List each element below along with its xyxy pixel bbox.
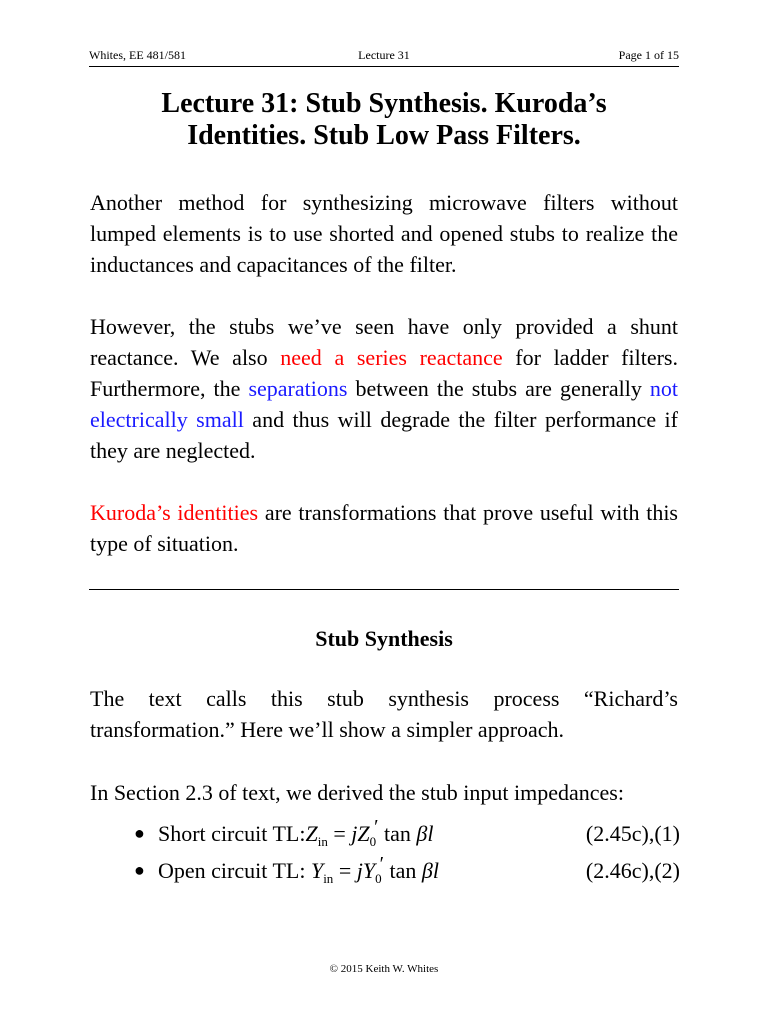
eq-rhs-var: Z	[357, 821, 370, 846]
paragraph-richards: The text calls this stub synthesis process “Richard’s transformation.” Here we’ll show a simpler approach.	[90, 686, 678, 742]
eq-arg: βl	[421, 858, 439, 883]
bullet-icon: ●	[134, 823, 145, 843]
header-rule	[89, 66, 679, 67]
eq-lhs-var: Y	[310, 858, 324, 883]
eq-prime: ′	[374, 816, 379, 838]
equation-number: (2.45c),(1)	[585, 821, 680, 846]
header-page-number: Page 1 of 15	[618, 48, 679, 62]
eq-lhs-var: Z	[305, 821, 318, 846]
eq-lhs-sub: in	[317, 834, 328, 849]
paragraph-intro: Another method for synthesizing microwave filters without lumped elements is to use shorted and opened stubs to realize the inductances and capacitances of the filter.	[90, 190, 678, 277]
eq-lhs-sub: in	[323, 871, 334, 886]
equation-number: (2.46c),(2)	[585, 858, 680, 883]
header-lecture: Lecture 31	[358, 48, 410, 62]
p2-text-4: and thus will degrade the filter performance if they are neglected.	[90, 407, 678, 463]
paragraph-series-reactance	[90, 311, 678, 466]
equation-short-circuit	[158, 818, 433, 849]
bullet-open-circuit	[134, 855, 680, 886]
eq-func: tan	[389, 858, 417, 883]
eq-j: j	[356, 858, 363, 883]
eq-equals: =	[333, 821, 346, 846]
p2-text-2: for ladder filters. Furthermore, the	[90, 345, 678, 401]
bullet-icon: ●	[134, 860, 145, 880]
p2-highlight-series-reactance: need a series reactance	[280, 345, 503, 370]
eq-rhs-sub: 0	[369, 834, 377, 849]
header-course: Whites, EE 481/581	[89, 48, 186, 62]
eq-func: tan	[384, 821, 411, 846]
p2-text-3: between the stubs are generally	[347, 376, 650, 401]
paragraph-kuroda	[90, 497, 678, 559]
title-line-2: Identities. Stub Low Pass Filters.	[187, 120, 581, 151]
bullet-label: Open circuit TL:	[158, 858, 306, 883]
eq-rhs-var: Y	[362, 858, 376, 883]
equation-open-circuit	[158, 855, 439, 886]
eq-equals: =	[338, 858, 352, 883]
paragraph-section-2-3: In Section 2.3 of text, we derived the stub input impedances:	[90, 780, 624, 805]
p2-highlight-not-electrically-small: not electrically small	[90, 376, 678, 432]
page-header	[89, 48, 679, 64]
bullet-label: Short circuit TL:	[158, 821, 306, 846]
p2-text-1: However, the stubs we’ve seen have only provided a shunt reactance. We also	[90, 314, 678, 370]
eq-j: j	[351, 821, 358, 846]
p3-highlight-kuroda: Kuroda’s identities	[90, 500, 259, 525]
eq-rhs-sub: 0	[375, 871, 382, 886]
eq-arg: βl	[416, 821, 434, 846]
page-footer: © 2015 Keith W. Whites	[329, 963, 439, 975]
p3-text: are transformations that prove useful with this type of situation.	[90, 500, 678, 556]
eq-prime: ′	[379, 853, 384, 875]
bullet-short-circuit	[134, 818, 680, 849]
section-heading: Stub Synthesis	[315, 626, 453, 651]
p2-highlight-separations: separations	[248, 376, 348, 401]
title-line-1: Lecture 31: Stub Synthesis. Kuroda’s	[161, 88, 607, 119]
section-divider	[89, 589, 679, 590]
page-title	[89, 88, 679, 152]
